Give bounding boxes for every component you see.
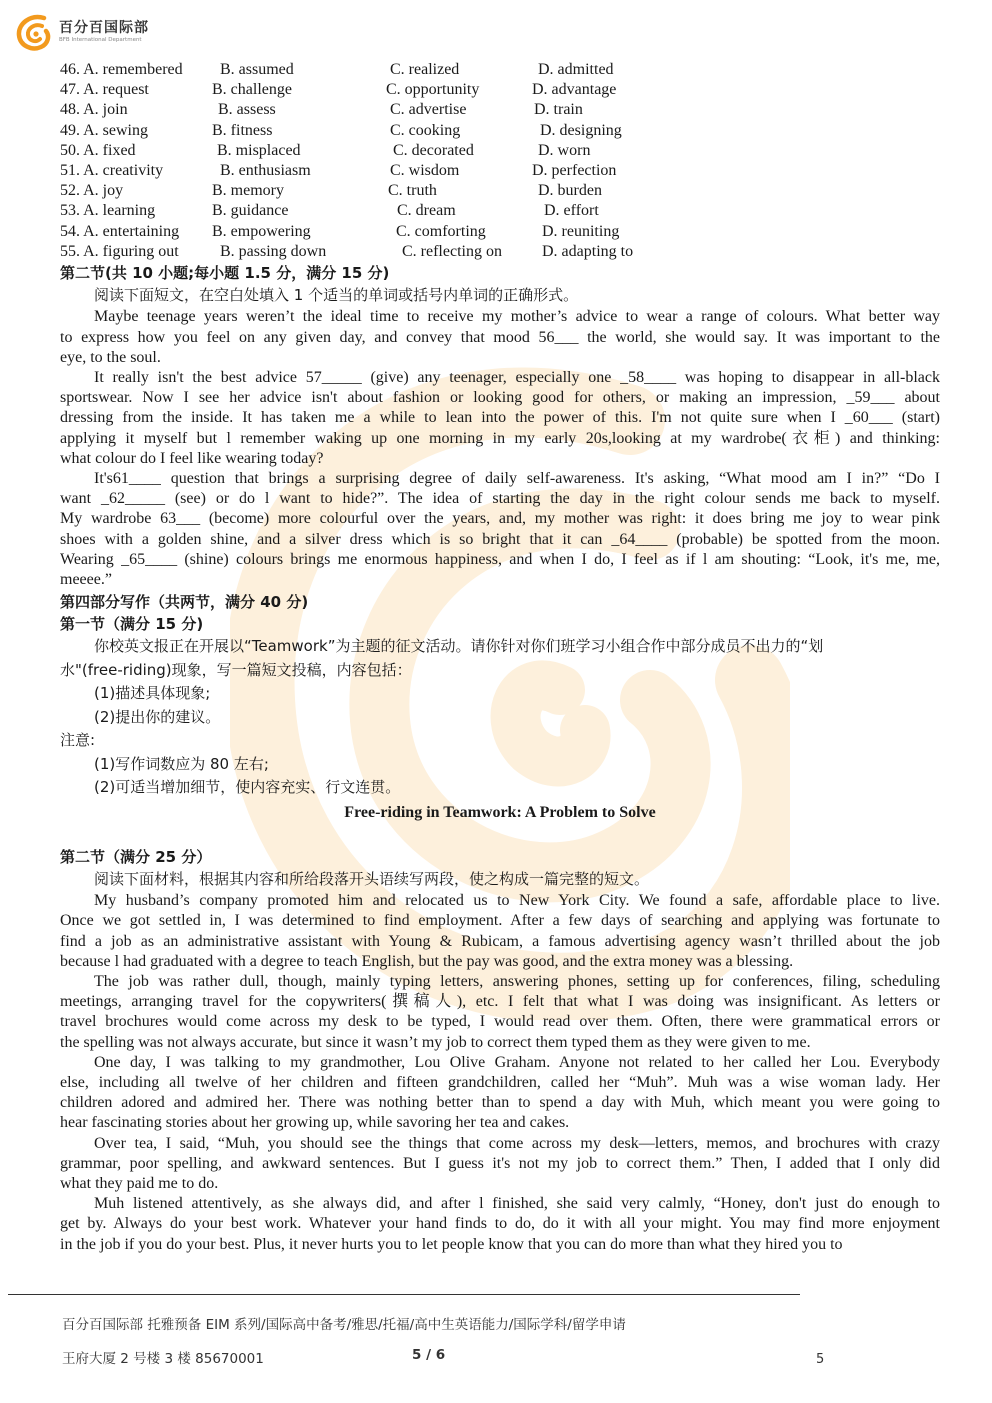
text-line: what colour do I feel like wearing today? [60,449,324,467]
text-line: children adored and admired her. There was nothing better than to spend a day with Muh, which meant you were going to [60,1094,940,1112]
footer-services: 百分百国际部 托雅预备 EIM 系列/国际高中备考/雅思/托福/高中生英语能力/国际学科/留学申请 [62,1317,626,1333]
option-a: 49. A. sewing [60,121,148,139]
options-list [60,60,940,262]
option-d: D. advantage [532,81,617,99]
footer-divider [8,1294,800,1295]
essay-title: Free-riding in Teamwork: A Problem to Solve [344,803,656,821]
option-c: C. opportunity [386,81,480,99]
story-passage [60,891,940,1255]
option-d: D. adapting to [542,242,634,260]
text-line: It's61____ question that brings a surprising degree of daily self-awareness. It's asking, “What mood am I in?” “Do I [94,470,940,487]
text-line: sportswear. Now I see her advice isn't about fashion or looking good for others, or making an impression, _59___ about [60,389,940,407]
page-content [60,60,940,1255]
page-number: 5 [816,1352,825,1367]
option-row [60,141,940,161]
text-line: because l had graduated with a degree to teach English, but the pay was good, and the extra money was a blessing. [60,952,794,970]
option-c: C. comforting [396,222,486,240]
text-line: Over tea, I said, “Muh, you should see the things that come across my desk—letters, memos, and brochures with crazy [94,1134,940,1152]
prompt-item-2: (2)提出你的建议。 [94,707,221,726]
text-line: One day, I was talking to my grandmother, Lou Olive Graham. Anyone not related to her called her Lou. Everybody [94,1053,940,1071]
spiral-logo-icon [14,12,54,52]
story-paragraph [60,1194,940,1255]
option-row [60,121,940,141]
option-a: 55. A. figuring out [60,242,179,260]
text-line: The job was rather dull, though, mainly typing letters, answering phones, setting up for conferences, filing, scheduling [94,973,940,991]
text-line: Wearing _65____ (shine) colours brings me enormous happiness, and when I do, I feel as if l am shouting: “Look, it's me, me, [60,550,940,568]
option-a: 50. A. fixed [60,141,136,159]
text-line: meetings, arranging travel for the copywriters(撰稿人), etc. I felt that what I was doing was insignificant. As letters or [60,993,940,1011]
option-a: 53. A. learning [60,202,156,220]
writing-prompt-line-2: 水"(free-riding)现象，写一篇短文投稿，内容包括： [60,660,412,679]
cloze-paragraph [60,469,940,590]
option-a: 51. A. creativity [60,161,164,179]
option-d: D. perfection [532,161,617,179]
text-line: Muh listened attentively, as she always did, and after l finished, she said very calmly, “Honey, don't just do enough to [94,1195,940,1213]
story-paragraph [60,891,940,972]
option-a: 52. A. joy [60,182,124,200]
option-d: D. effort [544,202,599,220]
section2-heading: 第二节(共 10 小题;每小题 1.5 分，满分 15 分) [60,263,390,282]
text-line: to express how you feel on any given day, and convey that mood 56___ the world, she would say. It was important to the [60,328,940,346]
option-b: B. challenge [212,81,292,99]
option-b: B. misplaced [217,141,301,159]
text-line: Once we got settled in, I was determined to find employment. After a few days of searching and applying was fortunate to [60,912,940,930]
option-c: C. truth [388,182,437,200]
option-c: C. cooking [390,121,461,139]
option-d: D. reuniting [542,222,620,240]
option-c: C. decorated [393,141,474,159]
brand-subtitle: BFB International Department [59,37,142,43]
header-logo [14,12,149,52]
option-row [60,201,940,221]
story-paragraph [60,972,940,1053]
text-line: eye, to the soul. [60,348,161,366]
option-row [60,100,940,120]
option-a: 46. A. remembered [60,61,183,78]
story-paragraph [60,1134,940,1195]
note-item-2: (2)可适当增加细节，使内容充实、行文连贯。 [94,778,401,797]
cloze-paragraph [60,307,940,368]
option-b: B. fitness [212,121,273,139]
text-line: want _62_____ (see) or do l want to hide?”. The idea of starting the day in the right colour sends me back to myself. [60,490,940,508]
cloze-paragraph [60,368,940,469]
part4-sec1-heading: 第一节（满分 15 分) [60,615,204,634]
brand-name: 百分百国际部 [59,20,149,36]
text-line: get by. Always do your best work. Whatever your hand finds to do, do it with all your might. You may find more enjoyment [60,1215,940,1233]
text-line: grammar, poor spelling, and awkward sentences. But I guess it's not my job to correct them.” Then, I added that I only did [60,1154,940,1172]
option-row [60,60,940,80]
text-line: in the job if you do your best. Plus, it never hurts you to let people know that you can do more than what they hired you to [60,1235,843,1253]
text-line: Maybe teenage years weren’t the ideal time to receive my mother’s advice to wear a range of colours. What better way [94,308,940,326]
footer-address: 王府大厦 2 号楼 3 楼 85670001 [62,1351,264,1367]
section2-instruction: 阅读下面短文，在空白处填入 1 个适当的单词或括号内单词的正确形式。 [94,285,579,304]
prompt-item-1: (1)描述具体现象; [94,684,211,703]
text-line: It really isn't the best advice 57_____ (give) any teenager, especially one _58____ was hoping to disappear in all-black [94,368,940,386]
option-b: B. passing down [220,242,327,260]
sec2-instruction: 阅读下面材料，根据其内容和所给段落开头语续写两段，使之构成一篇完整的短文。 [94,869,650,888]
option-a: 48. A. join [60,101,128,119]
page-info: 5 / 6 [412,1347,446,1363]
option-b: B. empowering [212,222,311,240]
option-d: D. admitted [538,61,614,78]
option-row [60,242,940,262]
option-c: C. realized [390,61,460,78]
option-row [60,80,940,100]
option-b: B. assumed [220,61,294,78]
text-line: applying it myself but l remember waking up one morning in my early 20s,looking at my wardrobe(衣柜) and thinking: [60,429,940,447]
option-row [60,222,940,242]
note-label: 注意: [60,731,96,750]
option-b: B. memory [212,182,284,200]
text-line: My wardrobe 63___ (become) more colourful over the years, and, my mother was right: it does bring me joy to wear pink [60,510,940,528]
text-line: else, including all twelve of her children and fifteen grandchildren, called her “Muh”. Muh was a wise woman lady. Her [60,1074,940,1092]
part4-heading: 第四部分写作（共两节，满分 40 分) [60,593,309,612]
option-b: B. assess [218,101,276,119]
option-a: 47. A. request [60,81,149,99]
option-c: C. reflecting on [402,242,502,260]
text-line: hear fascinating stories about her growing up, while savoring her tea and cakes. [60,1114,570,1132]
option-c: C. wisdom [390,161,460,179]
option-d: D. burden [538,182,602,200]
text-line: travel brochures would come across my desk to be typed, I would read over them. Often, there were grammatical errors or [60,1013,940,1031]
text-line: meeee.” [60,571,112,589]
option-b: B. enthusiasm [220,161,311,179]
text-line: dressing from the inside. It has taken me a while to lean into the power of this. I'm not quite sure when I _60___ (start) [60,409,940,427]
text-line: the spelling was not always accurate, but since it wasn’t my job to correct them typed them as they were given to me. [60,1033,811,1051]
note-item-1: (1)写作词数应为 80 左右; [94,754,269,773]
text-line: what they paid me to do. [60,1175,219,1193]
text-line: My husband’s company promoted him and relocated us to New York City. We found a safe, affordable place to live. [94,892,940,910]
story-paragraph [60,1053,940,1134]
writing-prompt-line-1: 你校英文报正在开展以“Teamwork”为主题的征文活动。请你针对你们班学习小组合作中部分成员不出力的“划 [94,637,824,656]
section2-passage [60,307,940,590]
option-a: 54. A. entertaining [60,222,180,240]
part4-sec2-heading: 第二节（满分 25 分） [60,847,212,866]
option-d: D. worn [538,141,591,159]
option-b: B. guidance [212,202,289,220]
option-row [60,161,940,181]
option-c: C. dream [397,202,456,220]
option-row [60,181,940,201]
text-line: find a job as an administrative assistant with Young & Rubicam, a famous advertising agency wasn’t thrilled about the job [60,932,940,950]
text-line: shoes with a golden shine, and a silver dress which is so bright that it can _64____ (probable) be spotted from the moon. [60,530,940,548]
option-c: C. advertise [390,101,467,119]
option-d: D. designing [540,121,622,139]
option-d: D. train [534,101,583,119]
